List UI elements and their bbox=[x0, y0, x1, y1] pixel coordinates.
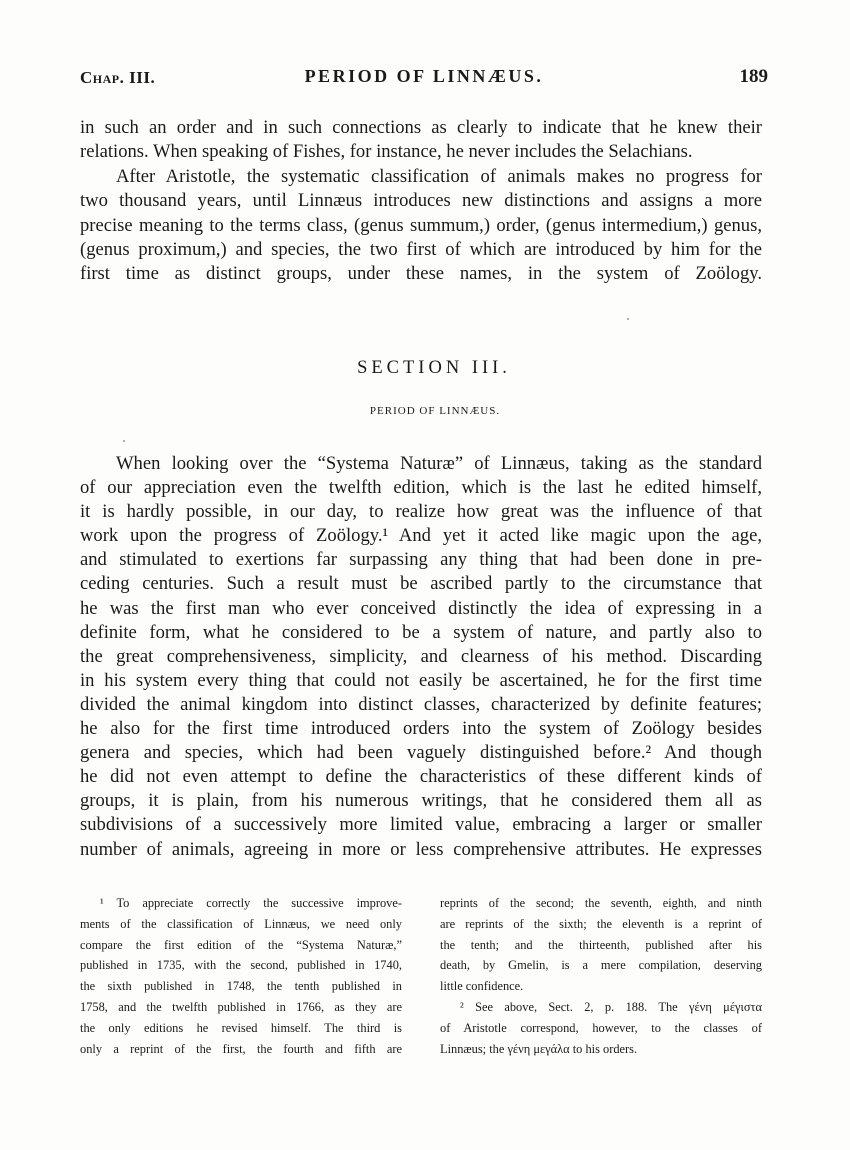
paragraph-aristotle bbox=[80, 165, 762, 286]
text-line: After Aristotle, the systematic classification of animals makes no progress for bbox=[116, 166, 762, 187]
footnote-line: reprints of the second; the seventh, eighth, and ninth bbox=[440, 896, 762, 910]
footnote-line: are reprints of the sixth; the eleventh is a reprint of bbox=[440, 916, 762, 931]
footnote-line: ² See above, Sect. 2, p. 188. The γένη μέγιστα bbox=[460, 999, 762, 1014]
footnote-column-left bbox=[80, 893, 402, 1059]
text-line: of our appreciation even the twelfth edition, which is the last he edited himself, bbox=[80, 477, 762, 499]
text-line: subdivisions of a successively more limited value, embracing a larger or smaller bbox=[80, 814, 762, 836]
text-line: divided the animal kingdom into distinct classes, characterized by definite features; bbox=[80, 693, 762, 715]
paper-speck bbox=[123, 440, 125, 442]
footnote-line: published in 1735, with the second, published in 1740, bbox=[80, 958, 402, 973]
footnote-line: Linnæus; the γένη μεγάλα to his orders. bbox=[440, 1041, 638, 1056]
text-line: work upon the progress of Zoölogy.¹ And yet it acted like magic upon the age, bbox=[80, 525, 762, 547]
paragraph-linnaeus bbox=[80, 452, 762, 862]
running-head bbox=[80, 66, 768, 92]
text-line: and stimulated to exertions far surpassing any thing that had been done in pre- bbox=[80, 549, 762, 571]
footnote-line: the tenth; and the thirteenth, published after his bbox=[440, 937, 762, 952]
text-line: first time as distinct groups, under these names, in the system of Zoölogy. bbox=[80, 263, 762, 285]
text-line: When looking over the “Systema Naturæ” of Linnæus, taking as the standard bbox=[116, 453, 762, 474]
footnote-line: the sixth published in 1748, the tenth published in bbox=[80, 979, 402, 994]
text-line: he did not even attempt to define the characteristics of these different kinds of bbox=[80, 766, 762, 788]
footnote-line: little confidence. bbox=[440, 979, 524, 994]
running-title: PERIOD OF LINNÆUS. bbox=[304, 66, 544, 86]
footnote-column-right bbox=[440, 893, 762, 1059]
footnote-line: death, by Gmelin, is a mere compilation, deserving bbox=[440, 958, 762, 973]
footnote-line: ¹ To appreciate correctly the successive improve- bbox=[100, 896, 402, 910]
text-line: (genus proximum,) and species, the two first of which are introduced by him for the bbox=[80, 238, 762, 260]
footnote-line: of Aristotle correspond, however, to the classes of bbox=[440, 1020, 762, 1035]
section-subheading: PERIOD OF LINNÆUS. bbox=[369, 405, 501, 417]
footnote-line: ments of the classification of Linnæus, we need only bbox=[80, 916, 402, 931]
footnote-line: compare the first edition of the “Systema Naturæ,” bbox=[80, 937, 402, 952]
text-line: definite form, what he considered to be a system of nature, and partly also to bbox=[80, 621, 762, 643]
footnote-line: 1758, and the twelfth published in 1766, as they are bbox=[80, 999, 402, 1014]
text-line: number of animals, agreeing in more or less comprehensive attributes. He expresses bbox=[80, 838, 762, 860]
text-line: relations. When speaking of Fishes, for instance, he never includes the Selachians. bbox=[80, 141, 693, 163]
page-number: 189 bbox=[739, 66, 768, 87]
text-line: the great comprehensiveness, simplicity, and clearness of his method. Discarding bbox=[80, 645, 762, 667]
text-line: ceding centuries. Such a result must be ascribed partly to the circumstance that bbox=[80, 573, 762, 595]
footnote-line: only a reprint of the first, the fourth and fifth are bbox=[80, 1041, 402, 1056]
text-line: in his system every thing that could not easily be ascertained, he for the first time bbox=[80, 669, 762, 691]
text-line: in such an order and in such connections as clearly to indicate that he knew their bbox=[80, 117, 762, 138]
chapter-label: Chap. III. bbox=[80, 68, 156, 87]
text-line: two thousand years, until Linnæus introduces new distinctions and assigns a more bbox=[80, 190, 762, 212]
text-line: it is hardly possible, in our day, to realize how great was the influence of that bbox=[80, 501, 762, 523]
text-line: he was the first man who ever conceived distinctly the idea of expressing in a bbox=[80, 597, 762, 619]
section-heading: SECTION III. bbox=[357, 358, 511, 378]
text-line: he also for the first time introduced orders into the system of Zoölogy besides bbox=[80, 718, 762, 740]
text-line: groups, it is plain, from his numerous writings, that he considered them all as bbox=[80, 790, 762, 812]
paper-speck bbox=[627, 318, 629, 320]
paragraph-continuation bbox=[80, 116, 762, 165]
text-line: genera and species, which had been vaguely distinguished before.² And though bbox=[80, 742, 762, 764]
text-line: precise meaning to the terms class, (genus summum,) order, (genus intermedium,) genus, bbox=[80, 214, 762, 236]
footnote-line: the only editions he revised himself. The third is bbox=[80, 1020, 402, 1035]
